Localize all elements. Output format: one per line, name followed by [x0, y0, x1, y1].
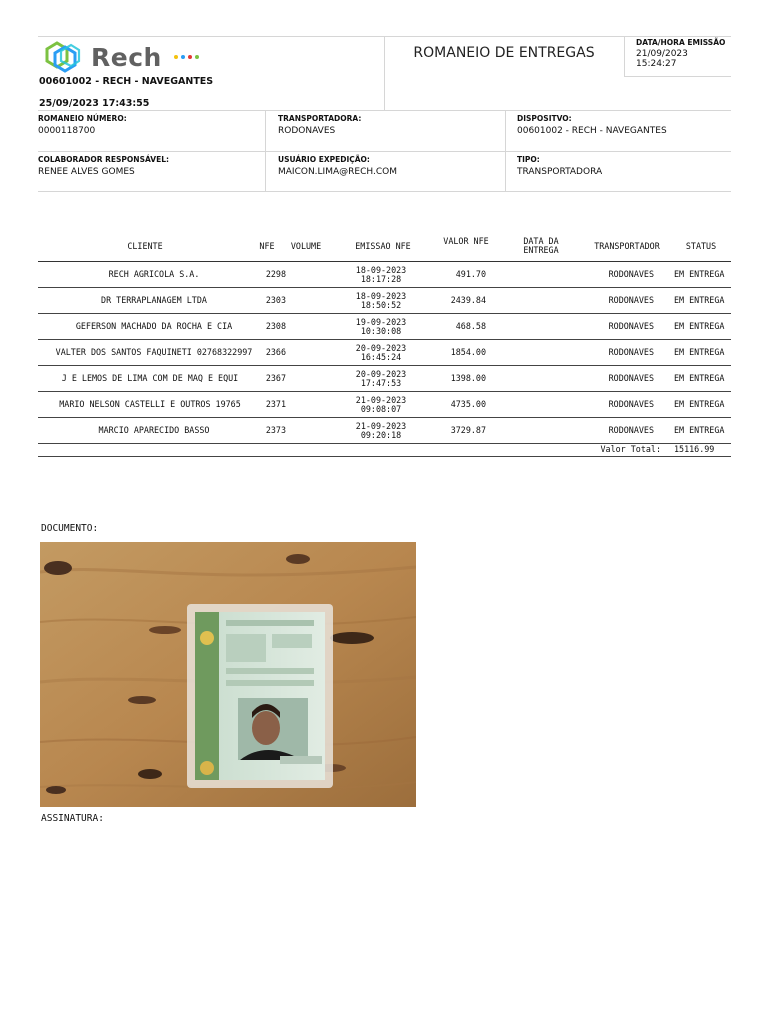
romaneio-number	[38, 114, 127, 136]
table-row	[38, 314, 731, 340]
info-divider	[505, 110, 506, 192]
column-header-transportador: TRANSPORTADOR	[594, 241, 660, 251]
emission-label: DATA/HORA EMISSÃO	[636, 38, 726, 47]
cell-nfe: 2373	[265, 425, 286, 435]
tipo-value: TRANSPORTADORA	[517, 167, 603, 177]
column-header-status: STATUS	[685, 241, 717, 251]
cell-cliente: J E LEMOS DE LIMA COM DE MAQ E EQUI	[61, 373, 239, 383]
table-total-row	[38, 440, 731, 457]
cell-transportador: RODONAVES	[608, 295, 654, 305]
cell-nfe: 2308	[265, 321, 286, 331]
cell-nfe: 2298	[265, 269, 286, 279]
dispositivo-label: DISPOSITVO:	[517, 114, 572, 123]
cell-status: EM ENTREGA	[674, 321, 725, 331]
cell-nfe: 2371	[265, 399, 286, 409]
cell-valor: 468.58	[455, 321, 486, 331]
info-grid	[38, 110, 731, 192]
column-header-data-entrega: DATA DA ENTREGA	[523, 236, 559, 255]
cell-emissao: 21-09-2023 09:20:18	[355, 420, 407, 440]
tipo	[517, 155, 602, 177]
cell-transportador: RODONAVES	[608, 373, 654, 383]
cell-cliente: RECH AGRICOLA S.A.	[108, 269, 200, 279]
table-row	[38, 288, 731, 314]
table-row	[38, 340, 731, 366]
device-code: 00601002 - RECH - NAVEGANTES	[39, 76, 214, 87]
cell-emissao: 21-09-2023 09:08:07	[355, 394, 407, 414]
cell-valor: 2439.84	[450, 295, 486, 305]
table-row	[38, 262, 731, 288]
cell-emissao: 19-09-2023 10:30:08	[355, 316, 407, 336]
transportadora-label: TRANSPORTADORA:	[278, 114, 362, 123]
cell-emissao: 18-09-2023 18:50:52	[355, 290, 407, 310]
info-divider	[38, 110, 731, 111]
id-card-photo-image	[40, 542, 416, 807]
romaneio-number-value: 0000118700	[38, 126, 96, 136]
column-header-nfe: NFE	[259, 241, 275, 251]
cell-status: EM ENTREGA	[674, 373, 725, 383]
logo-text: Rech	[91, 42, 162, 72]
info-divider	[265, 110, 266, 192]
info-divider	[38, 191, 731, 192]
assinatura-label: ASSINATURA:	[41, 813, 104, 824]
cell-transportador: RODONAVES	[608, 399, 654, 409]
cell-valor: 4735.00	[450, 399, 486, 409]
cell-transportador: RODONAVES	[608, 321, 654, 331]
report-header	[38, 36, 731, 110]
colaborador-label: COLABORADOR RESPONSÁVEL:	[38, 155, 169, 164]
cell-transportador: RODONAVES	[608, 269, 654, 279]
print-datetime: 25/09/2023 17:43:55	[39, 98, 150, 109]
header-divider	[624, 76, 731, 77]
cell-emissao: 18-09-2023 18:17:28	[355, 264, 407, 284]
cell-transportador: RODONAVES	[608, 425, 654, 435]
cell-nfe: 2367	[265, 373, 286, 383]
emission-value: 21/09/2023 15:24:27	[636, 49, 688, 69]
column-header-valor: VALOR NFE	[443, 236, 489, 246]
column-header-volume: VOLUME	[290, 241, 322, 251]
transportadora	[278, 114, 361, 136]
cell-cliente: MARIO NELSON CASTELLI E OUTROS 19765	[59, 399, 241, 409]
column-header-cliente: CLIENTE	[127, 241, 163, 251]
colaborador	[38, 155, 169, 177]
cell-transportador: RODONAVES	[608, 347, 654, 357]
total-value: 15116.99	[674, 444, 715, 454]
transportadora-value: RODONAVES	[278, 126, 336, 136]
cell-nfe: 2366	[265, 347, 286, 357]
info-divider	[38, 151, 731, 152]
company-logo	[43, 39, 199, 75]
total-label: Valor Total:	[600, 444, 661, 454]
cell-cliente: MARCIO APARECIDO BASSO	[98, 425, 210, 435]
cell-cliente: VALTER DOS SANTOS FAQUINETI 02768322997	[55, 347, 253, 357]
logo-dots	[174, 55, 199, 59]
cell-valor: 3729.87	[450, 425, 486, 435]
usuario-expedicao-value: MAICON.LIMA@RECH.COM	[278, 167, 397, 177]
romaneio-number-label: ROMANEIO NÚMERO:	[38, 114, 127, 123]
cell-cliente: GEFERSON MACHADO DA ROCHA E CIA	[75, 321, 233, 331]
tipo-label: TIPO:	[517, 155, 540, 164]
cell-status: EM ENTREGA	[674, 399, 725, 409]
cell-status: EM ENTREGA	[674, 425, 725, 435]
cell-emissao: 20-09-2023 17:47:53	[355, 368, 407, 388]
cell-cliente: DR TERRAPLANAGEM LTDA	[101, 295, 207, 305]
table-row	[38, 366, 731, 392]
rech-logo-icon	[43, 39, 83, 75]
cell-valor: 491.70	[455, 269, 486, 279]
page-title: ROMANEIO DE ENTREGAS	[413, 45, 595, 61]
document-photo	[40, 542, 416, 807]
header-divider	[624, 36, 625, 76]
cell-emissao: 20-09-2023 16:45:24	[355, 342, 407, 362]
table-row	[38, 392, 731, 418]
dispositivo-value: 00601002 - RECH - NAVEGANTES	[517, 126, 667, 136]
colaborador-value: RENEE ALVES GOMES	[38, 167, 135, 177]
cell-status: EM ENTREGA	[674, 295, 725, 305]
cell-valor: 1854.00	[450, 347, 486, 357]
usuario-expedicao	[278, 155, 397, 177]
cell-valor: 1398.00	[450, 373, 486, 383]
cell-status: EM ENTREGA	[674, 269, 725, 279]
cell-status: EM ENTREGA	[674, 347, 725, 357]
dispositivo	[517, 114, 667, 136]
usuario-expedicao-label: USUÁRIO EXPEDIÇÃO:	[278, 155, 370, 164]
cell-nfe: 2303	[265, 295, 286, 305]
column-header-emissao: EMISSAO NFE	[355, 241, 411, 251]
documento-label: DOCUMENTO:	[41, 523, 99, 534]
